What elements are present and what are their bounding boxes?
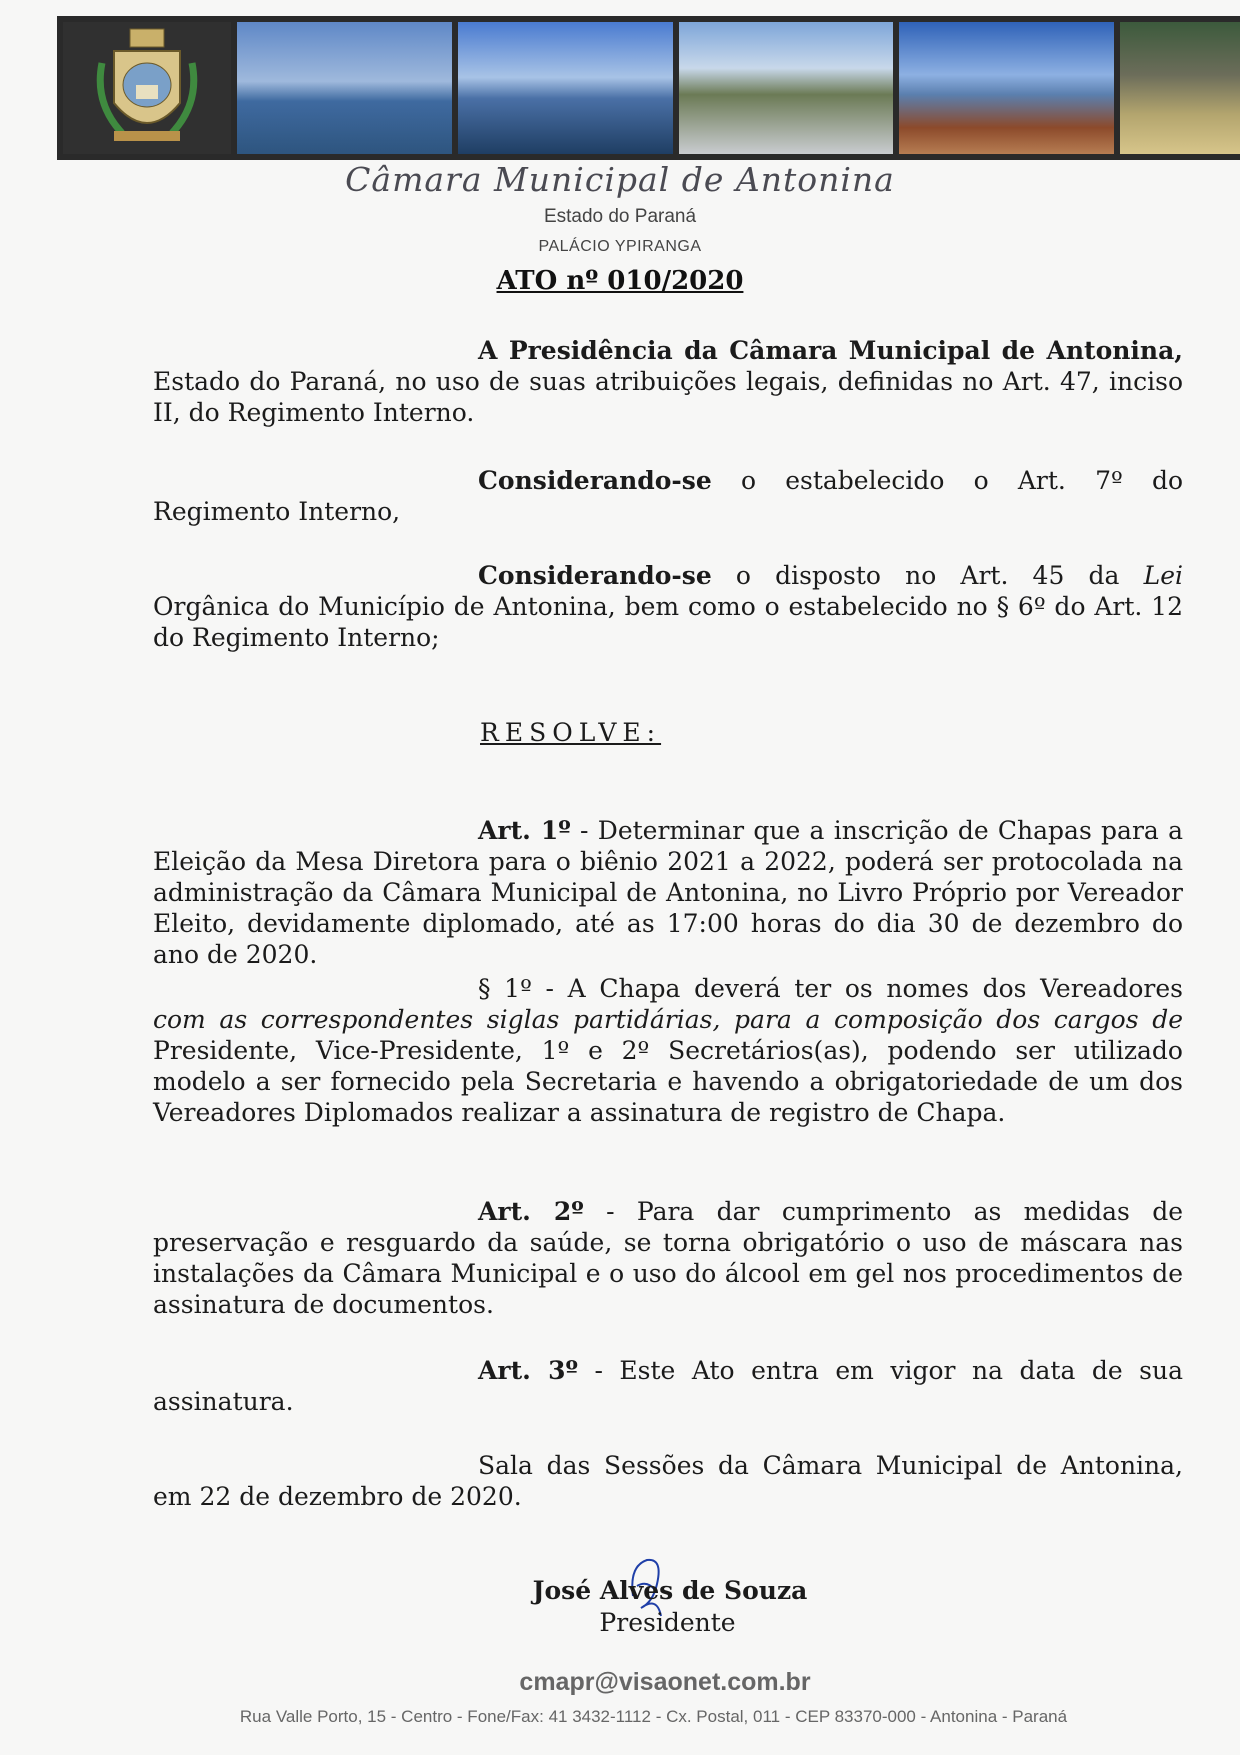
header-banner <box>57 16 1240 160</box>
art1-p1-italic: com as correspondentes siglas partidárias, para a composição dos cargos de <box>153 1005 1183 1034</box>
consider2-italic: Lei <box>1143 561 1183 590</box>
article-2 <box>153 1196 1183 1320</box>
footer-email: cmapr@visaonet.com.br <box>519 1668 811 1696</box>
art1-p1-text: Presidente, Vice-Presidente, 1º e 2º Secretários(as), podendo ser utilizado modelo a ser fornecido pela Secretaria e havendo a obrigatoriedade de um dos Vereadores Diplomados realizar a assinatura de registro de Chapa. <box>153 1036 1183 1127</box>
consider1-text: o estabelecido o Art. 7º do Regimento Interno, <box>153 466 1183 526</box>
intro-paragraph <box>153 335 1183 428</box>
palace-name: PALÁCIO YPIRANGA <box>538 238 702 255</box>
art3-bold: Art. 3º <box>478 1356 578 1385</box>
resolve-heading: RESOLVE: <box>480 718 662 747</box>
article-1 <box>153 815 1183 970</box>
article-3 <box>153 1355 1183 1417</box>
art1-text: - Determinar que a inscrição de Chapas para a Eleição da Mesa Diretora para o biênio 2021 a 2022, poderá ser protocolada na administração da Câmara Municipal de Antonina, no Livro Próprio por Vereador Eleito, devidamente diplomado, até as 17:00 horas do dia 30 de dezembro do ano de 2020. <box>153 816 1184 969</box>
banner-photo-ruins <box>1120 22 1240 154</box>
intro-bold: A Presidência da Câmara Municipal de Antonina, <box>478 336 1183 365</box>
consider-paragraph-1 <box>153 465 1183 527</box>
art3-text: - Este Ato entra em vigor na data de sua assinatura. <box>153 1356 1183 1416</box>
consider2-bold: Considerando-se <box>478 561 712 590</box>
intro-text: Estado do Paraná, no uso de suas atribuições legais, definidas no Art. 47, inciso II, do Regimento Interno. <box>153 367 1183 427</box>
consider1-bold: Considerando-se <box>478 466 712 495</box>
consider2-text-b: Orgânica do Município de Antonina, bem como o estabelecido no § 6º do Art. 12 do Regimento Interno; <box>153 592 1183 652</box>
footer-address: Rua Valle Porto, 15 - Centro - Fone/Fax: 41 3432-1112 - Cx. Postal, 011 - CEP 83370-000 - Antonina - Paraná <box>239 1707 1068 1726</box>
consider2-text-a: o disposto no Art. 45 da <box>711 561 1144 590</box>
consider-paragraph-2 <box>153 560 1183 653</box>
coat-of-arms-icon <box>63 22 231 154</box>
act-title: ATO nº 010/2020 <box>496 266 744 296</box>
banner-photo-sea <box>458 22 673 154</box>
signatory-name: José Alves de Souza <box>532 1576 808 1605</box>
signatory-role: Presidente <box>599 1608 736 1637</box>
banner-photo-coast <box>899 22 1114 154</box>
chamber-title: Câmara Municipal de Antonina <box>345 160 895 199</box>
banner-photo-bay <box>237 22 452 154</box>
state-name: Estado do Paraná <box>543 206 697 227</box>
article-1-paragraph-1 <box>153 973 1183 1128</box>
banner-photo-promenade <box>679 22 894 154</box>
closing-text: Sala das Sessões da Câmara Municipal de Antonina, em 22 de dezembro de 2020. <box>153 1451 1183 1511</box>
art2-bold: Art. 2º <box>478 1197 584 1226</box>
art1-p1-start: § 1º - A Chapa deverá ter os nomes dos Vereadores <box>478 974 1183 1003</box>
art1-bold: Art. 1º <box>478 816 571 845</box>
closing-paragraph <box>153 1450 1183 1512</box>
art2-text: - Para dar cumprimento as medidas de preservação e resguardo da saúde, se torna obrigatório o uso de máscara nas instalações da Câmara Municipal e o uso do álcool em gel nos procedimentos de assinatura de documentos. <box>153 1197 1184 1319</box>
